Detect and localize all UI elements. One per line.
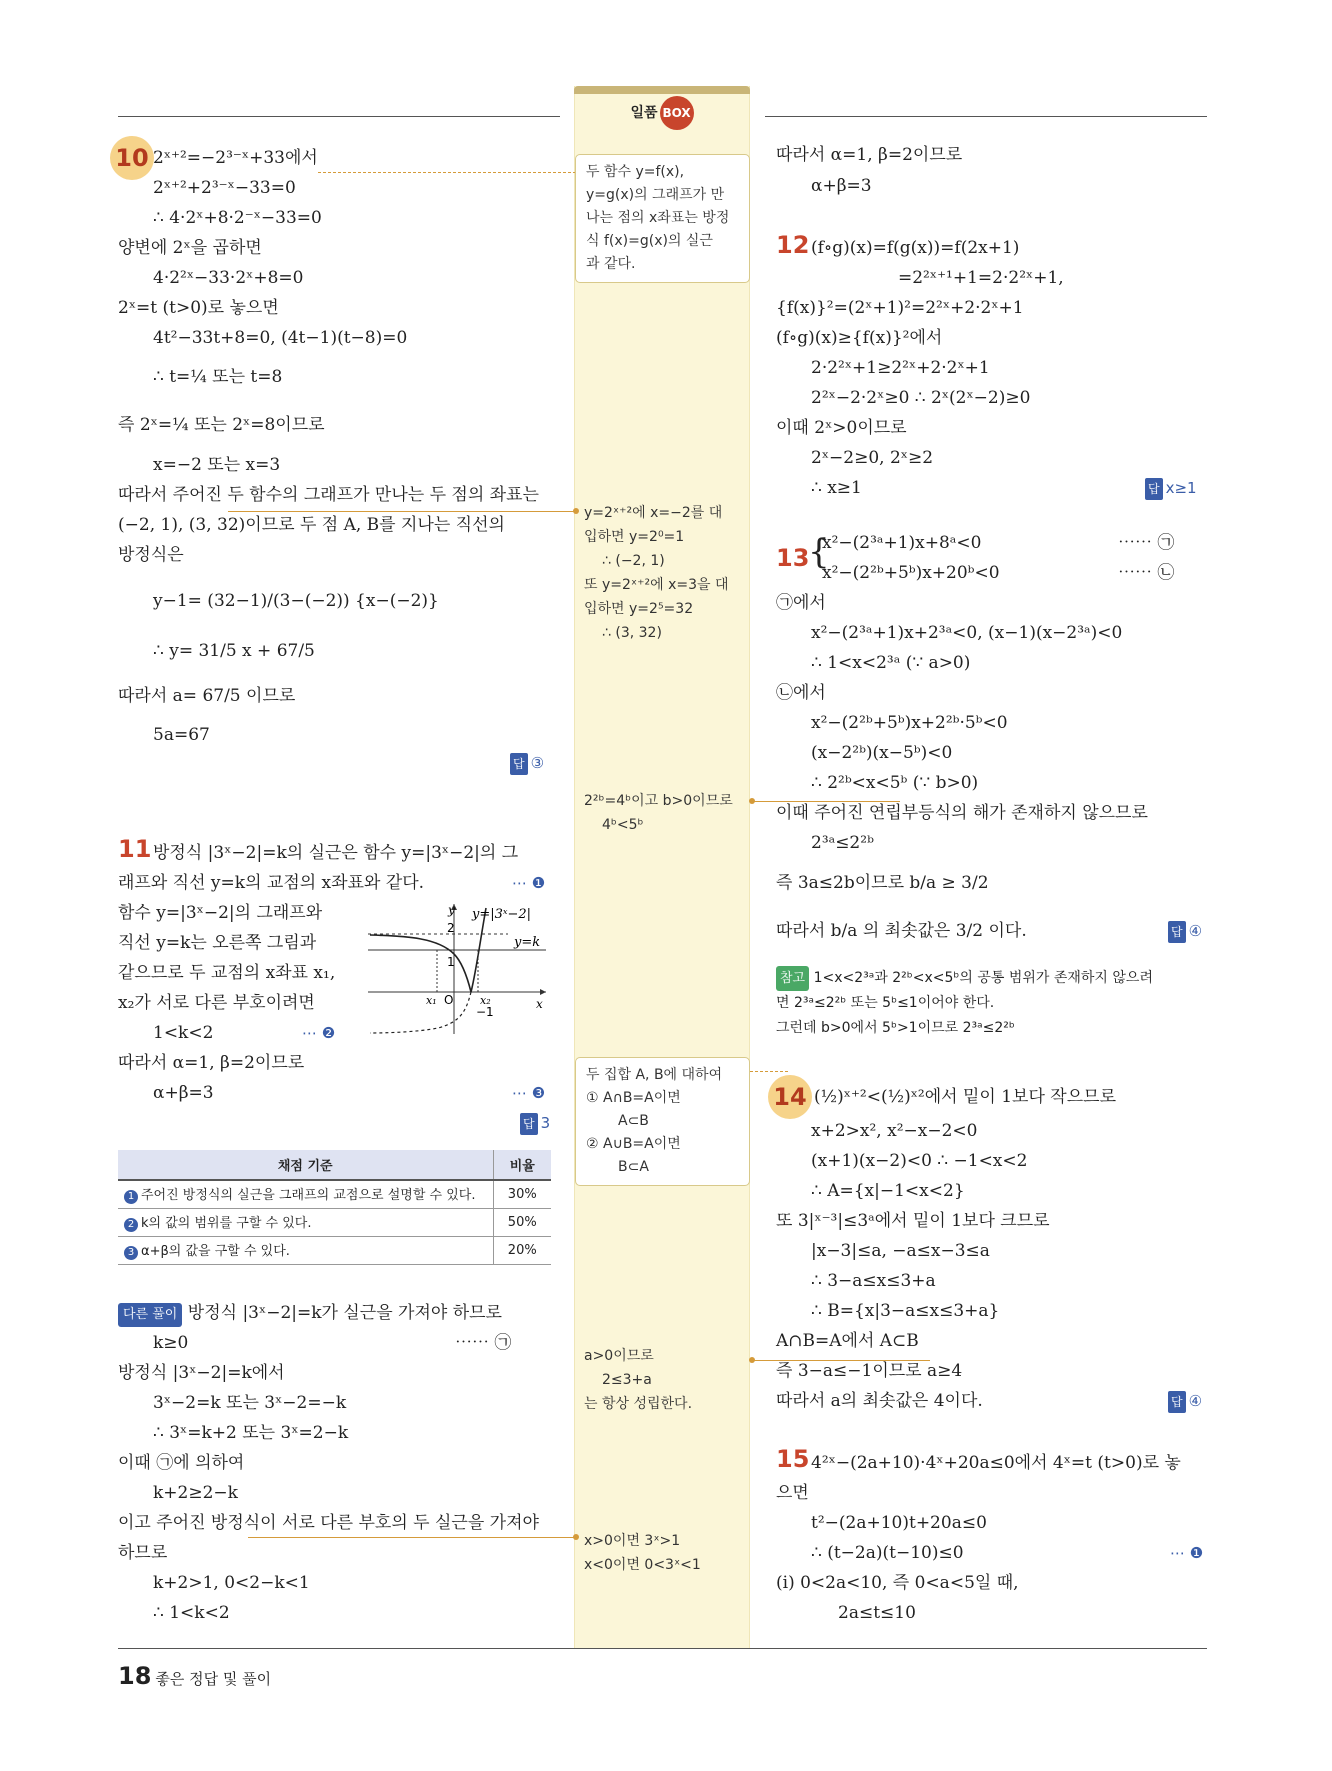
note-line: 두 함수 y=f(x), [586,164,685,180]
solution-line: ∴ t=¼ 또는 t=8 [153,367,283,387]
solution-line: 이때 2ˣ>0이므로 [776,418,907,438]
solution-line: 1<k<2 [153,1023,214,1043]
solution-line: k≥0 [153,1333,189,1353]
solution-line: ∴ A={x|−1<x<2} [811,1181,965,1201]
problem-number: 14 [768,1075,812,1119]
criterion-ratio: 30% [493,1180,551,1208]
problem-number: 12 [776,231,810,259]
solution-line: 방정식 |3ˣ−2|=k에서 [118,1363,285,1383]
solution-line: A∩B=A에서 A⊂B [776,1331,919,1351]
solution-line: 2a≤t≤10 [838,1603,916,1623]
note-line: 과 같다. [586,256,636,272]
tip-tag: 참고 [776,966,809,991]
score-mark: ⋯ ❶ [512,874,546,892]
criterion-ratio: 50% [493,1208,551,1236]
solution-line: 4t²−33t+8=0, (4t−1)(t−8)=0 [153,328,408,348]
note-line: 나는 점의 x좌표는 방정 [586,210,730,226]
answer-badge: 답 [520,1113,538,1135]
header-badge: BOX [660,96,694,130]
solution-line: 방정식 |3ˣ−2|=k가 실근을 가져야 하므로 [187,1303,502,1323]
solution-line: 양변에 2ˣ을 곱하면 [118,238,262,258]
solution-line: 방정식 |3ˣ−2|=k의 실근은 함수 y=|3ˣ−2|의 그 [153,843,519,863]
solution-line: t²−(2a+10)t+20a≤0 [811,1513,987,1533]
graph-label: −1 [476,1005,494,1019]
score-mark: ⋯ ❷ [302,1024,336,1042]
table-header: 비율 [493,1150,551,1180]
table-row [118,1180,551,1208]
note-line: 또 y=2ˣ⁺²에 x=3을 대 [584,577,729,593]
solution-line: (f∘g)(x)≥{f(x)}²에서 [776,328,943,348]
note-line: x>0이면 3ˣ>1 [584,1533,681,1549]
criterion-number: 3 [124,1246,138,1260]
solution-line: 2ˣ⁺²=−2³⁻ˣ+33에서 [153,148,318,168]
side-column-bar [574,86,750,94]
page-footer [118,1662,271,1690]
solution-line: 따라서 α=1, β=2이므로 [118,1053,305,1073]
note-line: 두 집합 A, B에 대하여 [586,1067,723,1083]
note-line: B⊂A [618,1159,649,1175]
solution-line: 3ˣ−2=k 또는 3ˣ−2=−k [153,1393,347,1413]
problem-number: 15 [776,1445,810,1473]
solution-line: =2²ˣ⁺¹+1=2·2²ˣ+1, [898,268,1064,288]
solution-line: 하므로 [118,1543,168,1563]
equation-mark: ⋯⋯ ㉡ [1118,563,1175,583]
solution-line: ∴ 4·2ˣ+8·2⁻ˣ−33=0 [153,208,322,228]
solution-line: k+2>1, 0<2−k<1 [153,1573,310,1593]
score-mark: ⋯ ❶ [1170,1544,1204,1562]
page-number: 18 [118,1662,152,1690]
solution-line: 방정식은 [118,545,184,565]
solution-line: (x+1)(x−2)<0 ∴ −1<x<2 [811,1151,1028,1171]
box-header [574,96,750,130]
solution-line: ∴ y= 31/5 x + 67/5 [153,641,315,661]
solution-line: 2ˣ=t (t>0)로 놓으면 [118,298,279,318]
note-box-sets [575,1057,750,1186]
answer-value: ④ [1188,1392,1203,1410]
note-line: y=g(x)의 그래프가 만 [586,187,725,203]
answer-badge: 답 [1168,921,1186,943]
graph-label: y [448,903,455,917]
note-line: x<0이면 0<3ˣ<1 [584,1557,701,1573]
note-line: ∴ (−2, 1) [602,553,665,569]
solution-line: ∴ B={x|3−a≤x≤3+a} [811,1301,1000,1321]
note-line: ∴ (3, 32) [602,625,662,641]
solution-line: 같으므로 두 교점의 x좌표 x₁, [118,963,336,983]
answer-value: ③ [530,754,545,772]
solution-line: 4²ˣ−(2a+10)·4ˣ+20a≤0에서 4ˣ=t (t>0)로 놓 [811,1453,1181,1473]
answer-badge: 답 [510,753,528,775]
problem-number: 11 [118,835,152,863]
graph-label: O [444,993,454,1007]
system-line: x²−(2²ᵇ+5ᵇ)x+20ᵇ<0 [822,563,1000,583]
graph-label: x [536,997,543,1011]
note-line: y=2ˣ⁺²에 x=−2를 대 [584,505,723,521]
answer-value: 3 [540,1114,551,1132]
note-line: A⊂B [618,1113,649,1129]
solution-line: 함수 y=|3ˣ−2|의 그래프와 [118,903,323,923]
solution-line: x²−(2²ᵇ+5ᵇ)x+2²ᵇ·5ᵇ<0 [811,713,1008,733]
equation-mark: ⋯⋯ ㉠ [1118,533,1175,553]
solution-line: 따라서 a= 67/5 이므로 [118,686,296,706]
solution-line: ∴ 2²ᵇ<x<5ᵇ (∵ b>0) [811,773,979,793]
solution-line: x=−2 또는 x=3 [153,455,281,475]
solution-line: 또 3|ˣ⁻³|≤3ᵃ에서 밑이 1보다 크므로 [776,1211,1050,1231]
solution-line: 으면 [776,1483,809,1503]
solution-line: ∴ x≥1 [811,478,862,498]
solution-line: (x−2²ᵇ)(x−5ᵇ)<0 [811,743,953,763]
solution-line: x+2>x², x²−x−2<0 [811,1121,978,1141]
note-line: 는 항상 성립한다. [584,1396,693,1412]
scoring-table [118,1150,551,1265]
solution-line: 2·2²ˣ+1≥2²ˣ+2·2ˣ+1 [811,358,990,378]
solution-line: 따라서 a의 최솟값은 4이다. [776,1391,983,1411]
solution-line: 따라서 α=1, β=2이므로 [776,145,963,165]
graph-label: 2 [447,921,455,935]
solution-line: ∴ 3−a≤x≤3+a [811,1271,936,1291]
solution-line: k+2≥2−k [153,1483,238,1503]
solution-line: 2ˣ⁺²+2³⁻ˣ−33=0 [153,178,296,198]
system-line: x²−(2³ᵃ+1)x+8ᵃ<0 [822,533,982,553]
note-line: 2≤3+a [602,1372,652,1388]
solution-line: y−1= (32−1)/(3−(−2)) {x−(−2)} [153,591,439,611]
solution-line: (−2, 1), (3, 32)이므로 두 점 A, B를 지나는 직선의 [118,515,505,535]
table-row [118,1236,551,1264]
note-line: 입하면 y=2⁰=1 [584,529,685,545]
solution-line: ∴ 1<x<2³ᵃ (∵ a>0) [811,653,971,673]
solution-line: 2³ᵃ≤2²ᵇ [811,833,874,853]
note-box-functions [575,154,750,283]
answer-value: ④ [1188,922,1203,940]
solution-line: (½)ˣ⁺²<(½)ˣ²에서 밑이 1보다 작으므로 [814,1087,1116,1107]
problem-number: 13 [776,544,810,572]
solution-line: x²−(2³ᵃ+1)x+2³ᵃ<0, (x−1)(x−2³ᵃ)<0 [811,623,1123,643]
graph-label: y=k [514,935,541,950]
solution-line: (f∘g)(x)=f(g(x))=f(2x+1) [811,238,1020,258]
tip-line: 그런데 b>0에서 5ᵇ>1이므로 2³ᵃ≤2²ᵇ [776,1020,1015,1036]
solution-line: (i) 0<2a<10, 즉 0<a<5일 때, [776,1573,1019,1593]
tip-line: 면 2³ᵃ≤2²ᵇ 또는 5ᵇ≤1이어야 한다. [776,995,995,1011]
header-label: 일품 [630,105,658,121]
solution-line: 래프와 직선 y=k의 교점의 x좌표와 같다. [118,873,425,893]
note-line: ② A∪B=A이면 [586,1136,681,1152]
table-row [118,1208,551,1236]
note-line: 2²ᵇ=4ᵇ이고 b>0이므로 [584,793,733,809]
note-line: ① A∩B=A이면 [586,1090,681,1106]
solution-line: ∴ 1<k<2 [153,1603,230,1623]
solution-line: 이고 주어진 방정식이 서로 다른 부호의 두 실근을 가져야 [118,1513,539,1533]
solution-line: 4·2²ˣ−33·2ˣ+8=0 [153,268,304,288]
alt-solution-tag: 다른 풀이 [118,1303,182,1327]
solution-line: ∴ 3ˣ=k+2 또는 3ˣ=2−k [153,1423,349,1443]
solution-line: 즉 3−a≤−1이므로 a≥4 [776,1361,963,1381]
solution-line: x₂가 서로 다른 부호이려면 [118,993,315,1013]
graph-label: x₂ [480,994,491,1007]
criterion-text: 주어진 방정식의 실근을 그래프의 교점으로 설명할 수 있다. [141,1188,476,1204]
solution-line: ㉠에서 [776,593,826,613]
solution-line: 2ˣ−2≥0, 2ˣ≥2 [811,448,934,468]
solution-line: |x−3|≤a, −a≤x−3≤a [811,1241,990,1261]
solution-line: α+β=3 [811,176,872,196]
solution-line: 직선 y=k는 오른쪽 그림과 [118,933,317,953]
function-graph [368,902,550,1037]
note-line: 식 f(x)=g(x)의 실근 [586,233,713,249]
problem-number: 10 [110,136,154,180]
answer-badge: 답 [1168,1391,1186,1413]
criterion-ratio: 20% [493,1236,551,1264]
solution-line: 따라서 주어진 두 함수의 그래프가 만나는 두 점의 좌표는 [118,485,539,505]
graph-label: y=|3ˣ−2| [472,907,532,922]
criterion-text: α+β의 값을 구할 수 있다. [141,1244,290,1259]
graph-label: 1 [447,955,455,969]
solution-line: 이때 ㉠에 의하여 [118,1453,245,1473]
note-line: 4ᵇ<5ᵇ [602,817,644,833]
tip-note [776,966,1153,1041]
criterion-text: k의 값의 범위를 구할 수 있다. [141,1216,312,1231]
solution-line: 즉 3a≤2b이므로 b/a ≥ 3/2 [776,873,989,893]
equation-mark: ⋯⋯ ㉠ [455,1333,512,1353]
tip-line: 1<x<2³ᵃ과 2²ᵇ<x<5ᵇ의 공통 범위가 존재하지 않으려 [813,970,1153,986]
solution-line: ∴ (t−2a)(t−10)≤0 [811,1543,964,1563]
answer-value: x≥1 [1165,479,1197,497]
solution-line: 이때 주어진 연립부등식의 해가 존재하지 않으므로 [776,803,1148,823]
graph-label: x₁ [426,994,437,1007]
solution-line: α+β=3 [153,1083,214,1103]
solution-line: 즉 2ˣ=¼ 또는 2ˣ=8이므로 [118,415,325,435]
footer-title: 좋은 정답 및 풀이 [155,1670,272,1688]
criterion-number: 2 [124,1218,138,1232]
solution-line: ㉡에서 [776,683,826,703]
score-mark: ⋯ ❸ [512,1084,546,1102]
solution-line: 5a=67 [153,725,210,745]
note-line: a>0이므로 [584,1348,654,1364]
table-header: 채점 기준 [118,1150,493,1180]
solution-line: 2²ˣ−2·2ˣ≥0 ∴ 2ˣ(2ˣ−2)≥0 [811,388,1031,408]
answer-badge: 답 [1145,478,1163,500]
solution-line: 따라서 b/a 의 최솟값은 3/2 이다. [776,921,1027,941]
criterion-number: 1 [124,1190,138,1204]
solution-line: {f(x)}²=(2ˣ+1)²=2²ˣ+2·2ˣ+1 [776,298,1024,318]
note-line: 입하면 y=2⁵=32 [584,601,694,617]
